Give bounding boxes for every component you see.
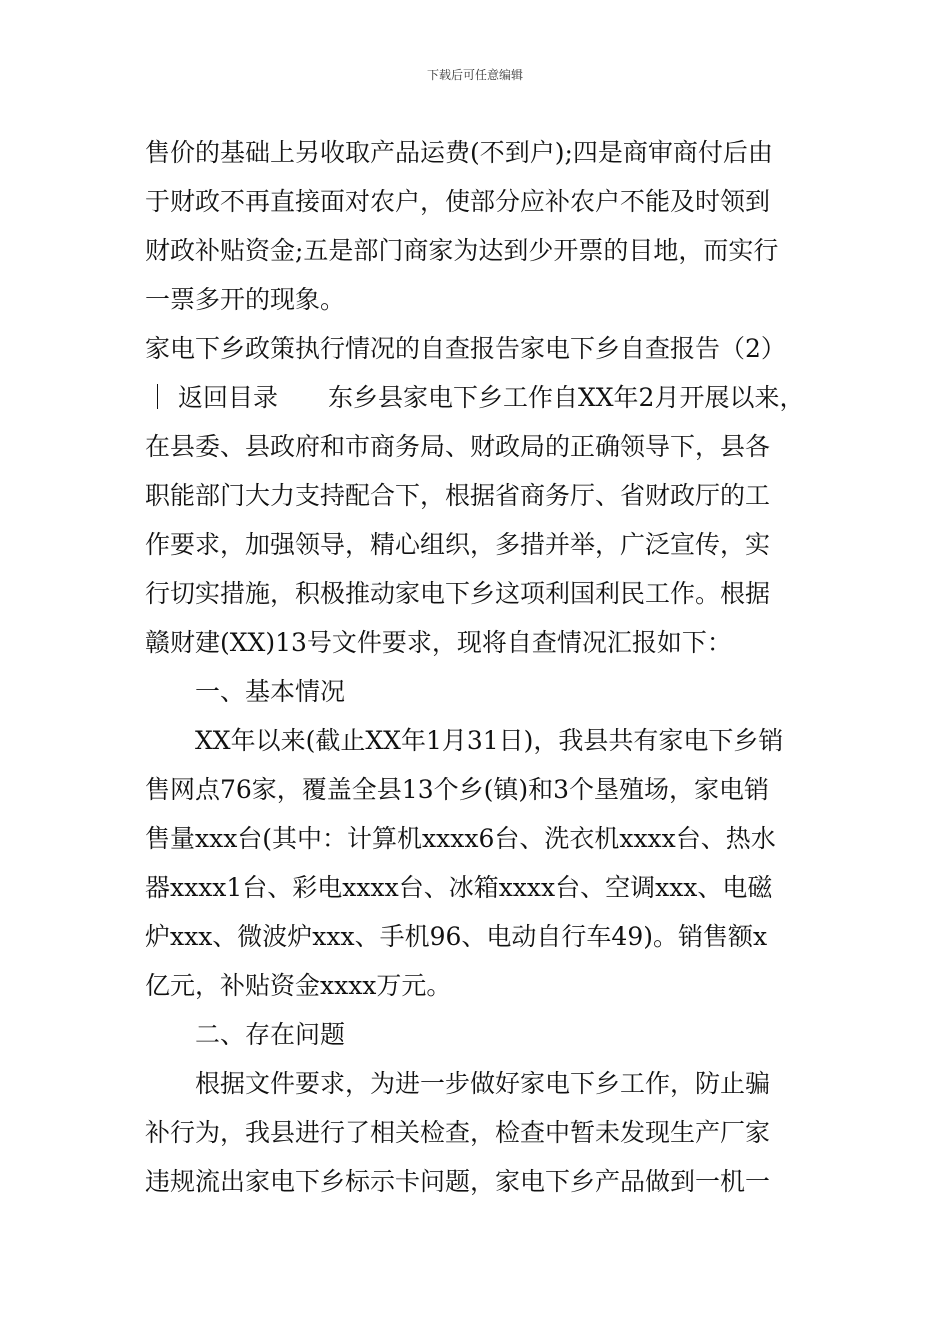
page-header-note: 下载后可任意编辑 bbox=[426, 68, 523, 82]
text-line: 一票多开的现象。 bbox=[145, 285, 346, 314]
section-heading-line: 家电下乡政策执行情况的自查报告家电下乡自查报告（2） bbox=[145, 334, 786, 363]
text-line: 补行为，我县进行了相关检查，检查中暂未发现生产厂家 bbox=[145, 1118, 771, 1147]
subheading-existing-problems: 二、存在问题 bbox=[195, 1020, 346, 1049]
text-line: 财政补贴资金;五是部门商家为达到少开票的目地，而实行 bbox=[145, 236, 779, 265]
text-line: 行切实措施，积极推动家电下乡这项利国利民工作。根据 bbox=[145, 579, 771, 608]
text-line: 亿元，补贴资金xxxx万元。 bbox=[145, 971, 452, 1000]
text-line: 违规流出家电下乡标示卡问题，家电下乡产品做到一机一 bbox=[145, 1167, 771, 1196]
text-line-with-return-link: ｜ 返回目录 东乡县家电下乡工作自XX年2月开展以来， bbox=[145, 383, 805, 412]
subheading-basic-situation: 一、基本情况 bbox=[195, 677, 346, 706]
text-line: 售网点76家，覆盖全县13个乡(镇)和3个垦殖场，家电销 bbox=[145, 775, 770, 804]
text-line: 赣财建(XX)13号文件要求，现将自查情况汇报如下： bbox=[145, 628, 732, 657]
text-line: XX年以来(截止XX年1月31日)，我县共有家电下乡销 bbox=[195, 726, 784, 755]
text-line: 于财政不再直接面对农户，使部分应补农户不能及时领到 bbox=[145, 187, 771, 216]
text-line: 职能部门大力支持配合下，根据省商务厅、省财政厅的工 bbox=[145, 481, 771, 510]
document-body bbox=[145, 128, 810, 1206]
text-line: 在县委、县政府和市商务局、财政局的正确领导下，县各 bbox=[145, 432, 771, 461]
text-line: 作要求，加强领导，精心组织，多措并举，广泛宣传，实 bbox=[145, 530, 771, 559]
text-line: 炉xxx、微波炉xxx、手机96、电动自行车49)。销售额x bbox=[145, 922, 768, 951]
text-line: 根据文件要求，为进一步做好家电下乡工作，防止骗 bbox=[195, 1069, 771, 1098]
text-line: 售价的基础上另收取产品运费(不到户);四是商审商付后由 bbox=[145, 138, 773, 167]
text-line: 售量xxx台(其中：计算机xxxx6台、洗衣机xxxx台、热水 bbox=[145, 824, 776, 853]
text-line: 器xxxx1台、彩电xxxx台、冰箱xxxx台、空调xxx、电磁 bbox=[145, 873, 773, 902]
